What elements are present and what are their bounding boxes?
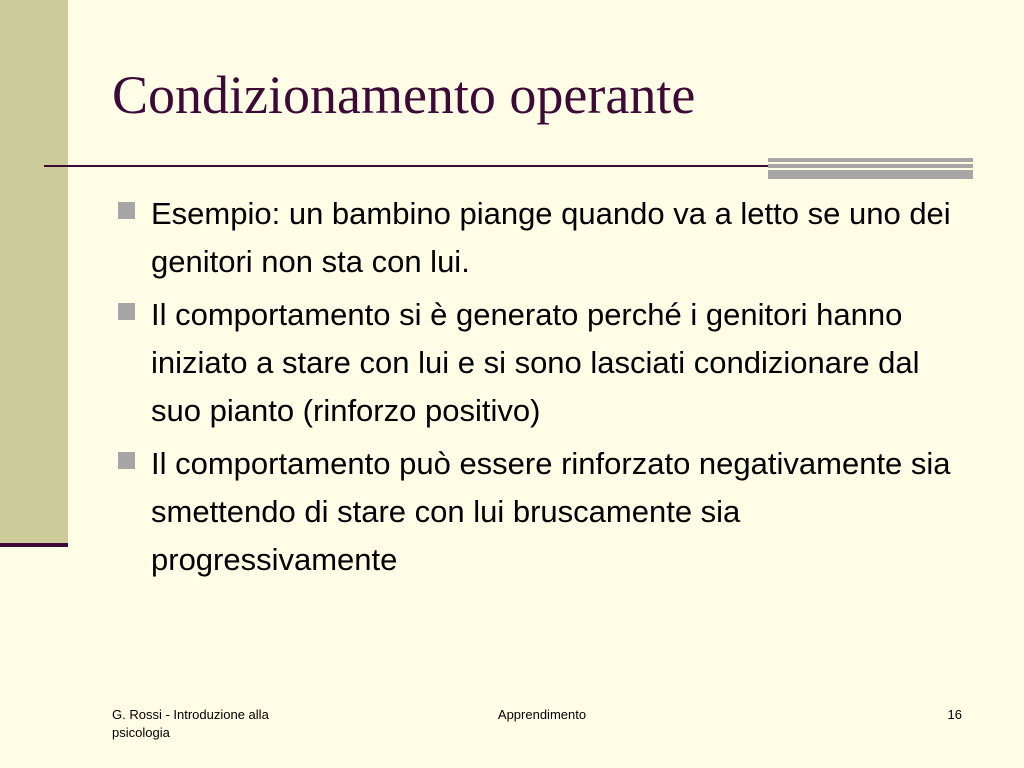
accent-stripe [768, 164, 973, 168]
bullet-item [116, 291, 956, 435]
left-bar-accent-line [0, 543, 68, 547]
square-bullet-icon [118, 303, 135, 320]
accent-stripes [768, 158, 973, 179]
bullet-item [116, 190, 956, 286]
bullet-text: Esempio: un bambino piange quando va a letto se uno dei genitori non sta con lui. [151, 196, 951, 279]
bullet-text: Il comportamento può essere rinforzato negativamente sia smettendo di stare con lui bruscamente sia progressivamente [151, 446, 951, 577]
square-bullet-icon [118, 202, 135, 219]
left-decorative-bar [0, 0, 68, 545]
slide-title: Condizionamento operante [112, 65, 696, 125]
bullet-text: Il comportamento si è generato perché i genitori hanno iniziato a stare con lui e si sono lasciati condizionare dal suo pianto (rinforzo positivo) [151, 297, 920, 428]
title-underline-rule [44, 165, 769, 167]
accent-stripe [768, 170, 973, 179]
footer-topic: Apprendimento [497, 707, 587, 722]
footer-page-number: 16 [947, 707, 962, 722]
square-bullet-icon [118, 452, 135, 469]
bullet-list [116, 190, 956, 589]
bullet-item [116, 440, 956, 584]
footer-author: G. Rossi - Introduzione alla psicologia [112, 707, 269, 740]
accent-stripe [768, 158, 973, 162]
